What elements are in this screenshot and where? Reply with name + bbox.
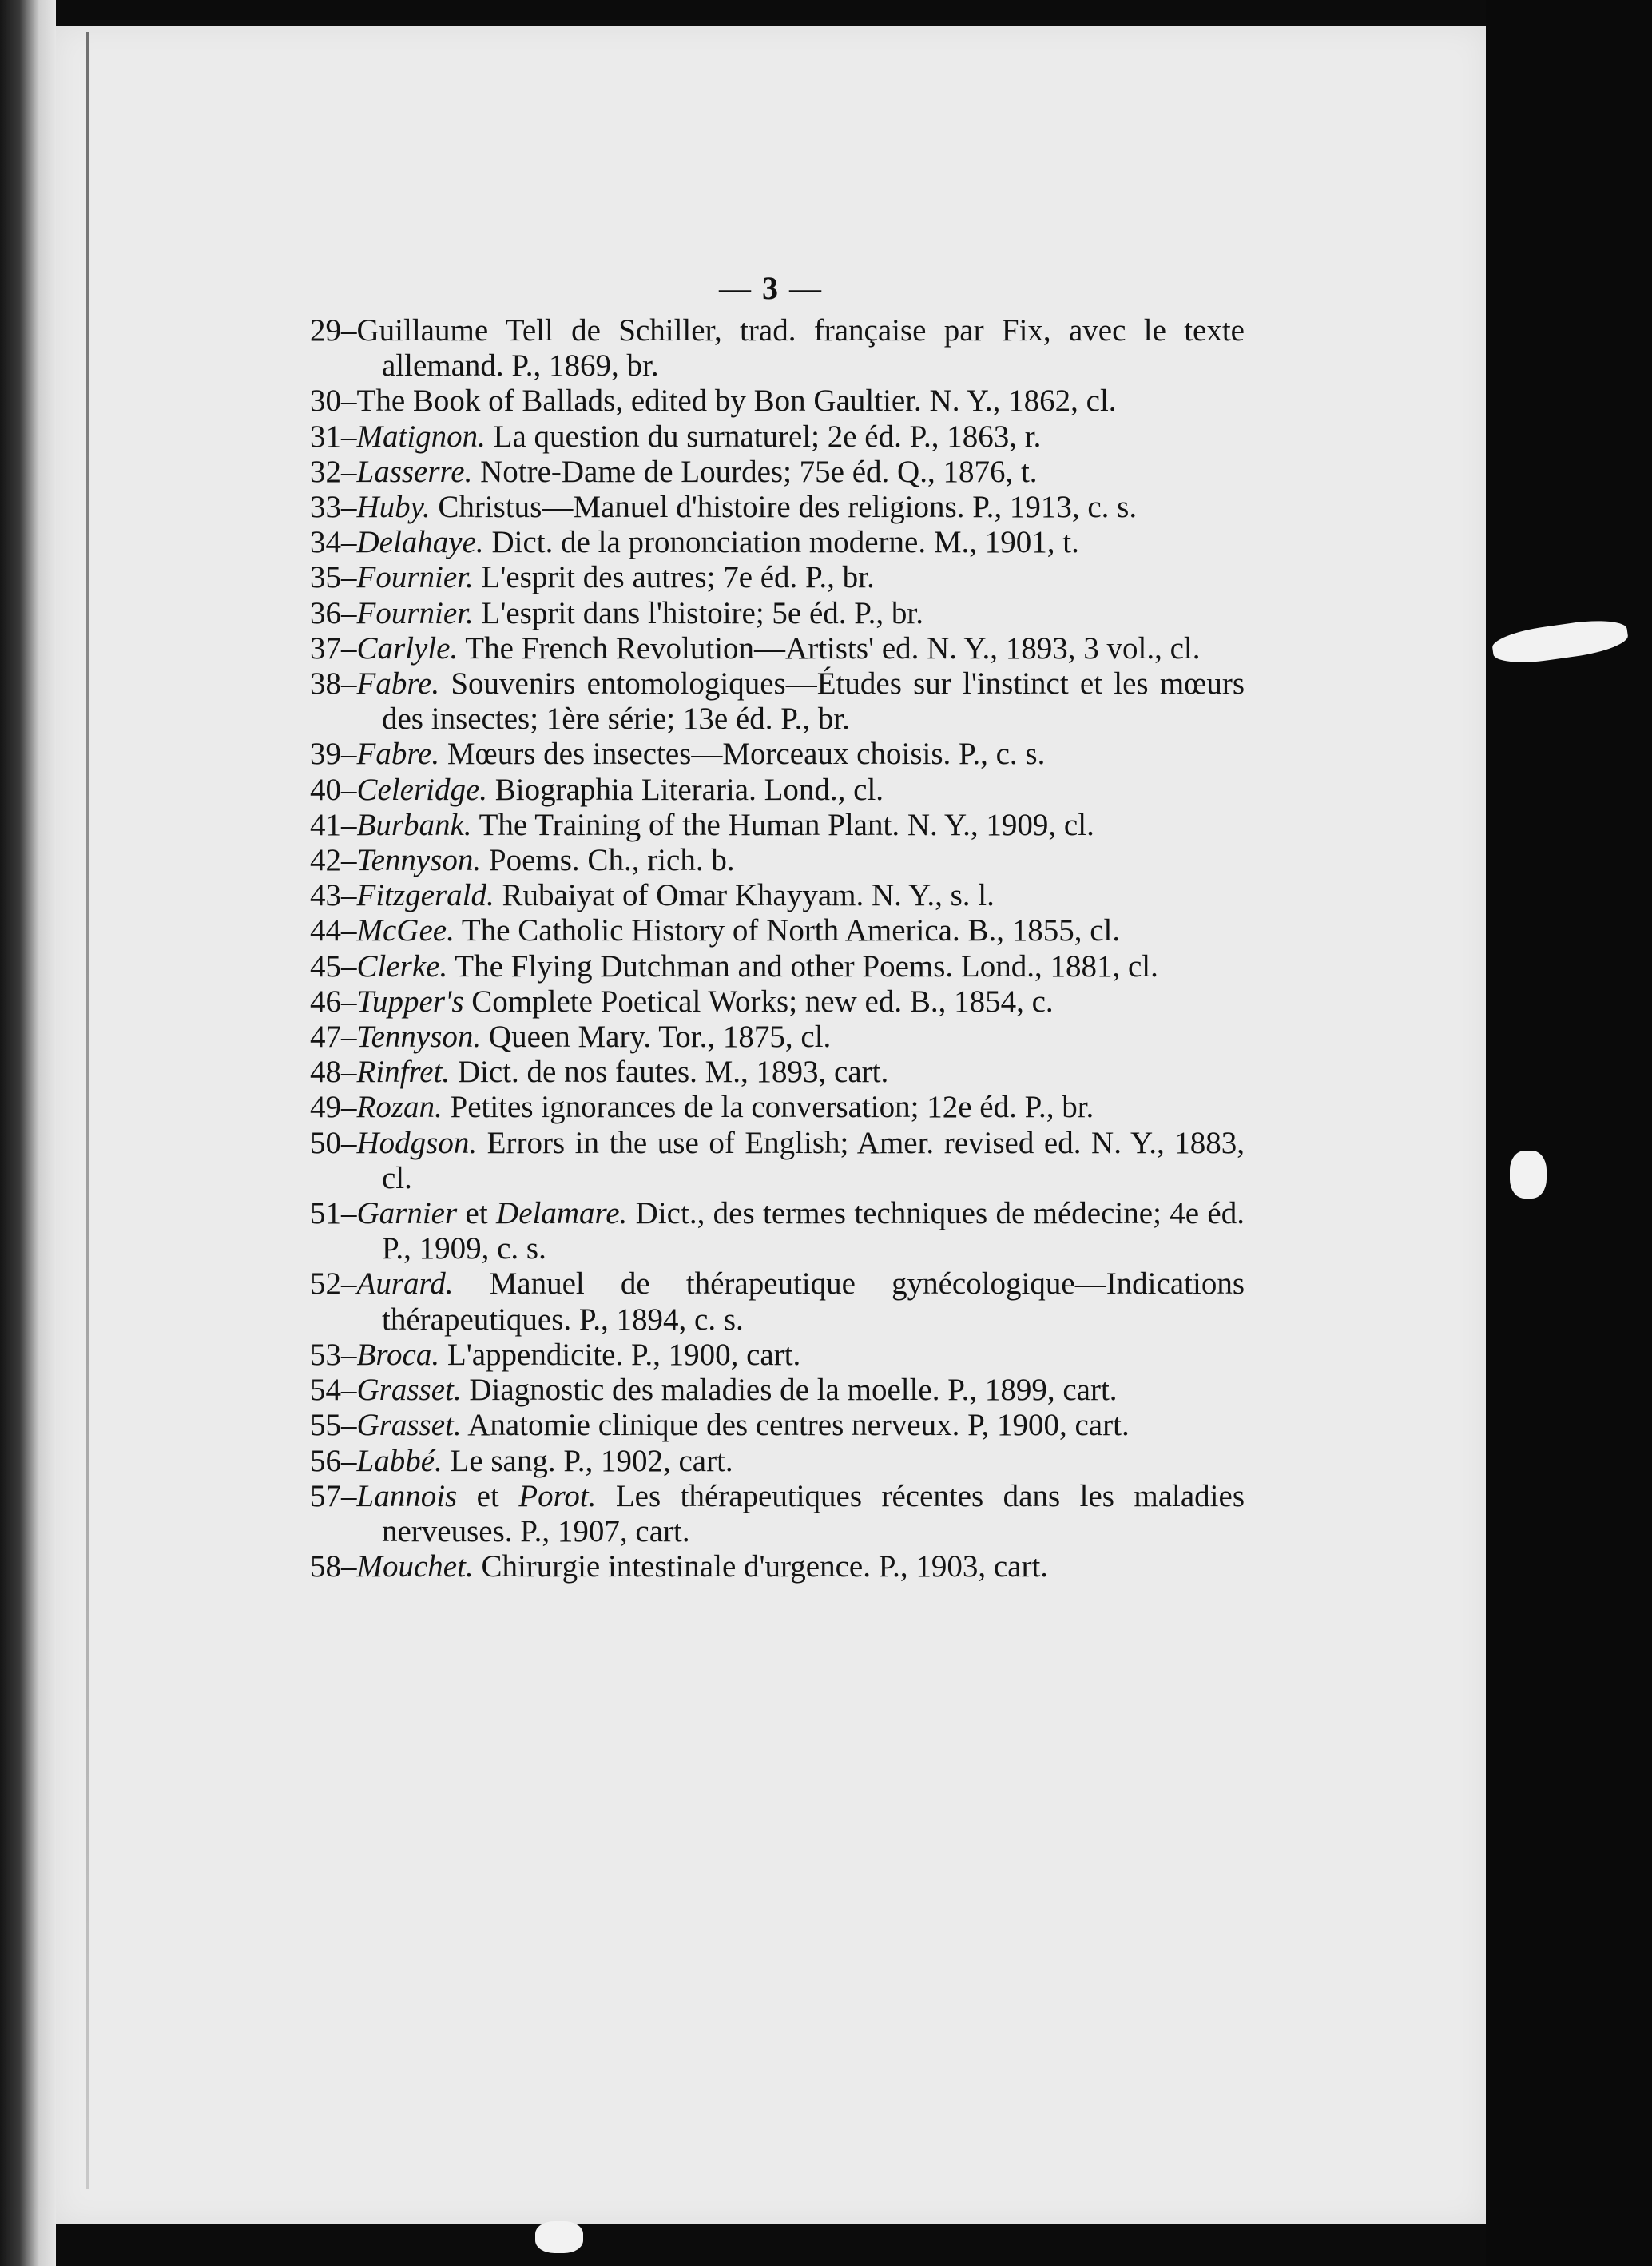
entry-description: The French Revolution—Artists' ed. N. Y., 1893, 3 vol., cl. xyxy=(458,630,1201,666)
catalog-entry xyxy=(310,490,1245,525)
entry-conjunction: et xyxy=(457,1196,497,1231)
entry-description: La question du surnaturel; 2e éd. P., 1863, r. xyxy=(485,419,1042,454)
entry-description: Poems. Ch., rich. b. xyxy=(481,843,735,878)
paper-fleck xyxy=(1510,1151,1547,1199)
entry-author: Tennyson. xyxy=(356,843,482,878)
entry-description: Petites ignorances de la conversation; 12e éd. P., br. xyxy=(442,1090,1094,1125)
entry-description: Anatomie clinique des centres nerveux. P, 1900, cart. xyxy=(461,1408,1130,1443)
entry-description: Christus—Manuel d'histoire des religions. P., 1913, c. s. xyxy=(430,490,1138,525)
paper-fleck xyxy=(535,2221,583,2253)
catalog-entry xyxy=(310,419,1245,455)
entry-description: Complete Poetical Works; new ed. B., 1854, c. xyxy=(463,984,1054,1019)
entry-number: 43– xyxy=(310,878,357,913)
entry-description: Diagnostic des maladies de la moelle. P., 1899, cart. xyxy=(461,1373,1118,1408)
entry-author: McGee. xyxy=(356,913,455,948)
entry-author: Fabre. xyxy=(356,737,440,772)
catalog-entry xyxy=(310,773,1245,808)
entry-description: The Flying Dutchman and other Poems. Lond., 1881, cl. xyxy=(447,948,1158,984)
entry-author: Lannois xyxy=(356,1478,458,1513)
catalog-entry xyxy=(310,1196,1245,1266)
catalog-entry xyxy=(310,843,1245,878)
entry-number: 32– xyxy=(310,454,357,489)
entry-number: 58– xyxy=(310,1549,357,1584)
catalog-entry xyxy=(310,913,1245,948)
entry-author: Rinfret. xyxy=(356,1055,451,1090)
entry-number: 56– xyxy=(310,1443,357,1478)
binding-shadow xyxy=(0,0,56,2266)
entry-description: L'appendicite. P., 1900, cart. xyxy=(439,1337,801,1372)
entry-number: 50– xyxy=(310,1125,357,1160)
entry-description: L'esprit des autres; 7e éd. P., br. xyxy=(473,560,875,595)
catalog-entry xyxy=(310,1408,1245,1443)
entry-author: Delahaye. xyxy=(356,525,484,560)
catalog-entry xyxy=(310,525,1245,560)
catalog-entry xyxy=(310,1055,1245,1090)
entry-number: 51– xyxy=(310,1196,357,1231)
entry-description: Notre-Dame de Lourdes; 75e éd. Q., 1876, t. xyxy=(472,454,1038,489)
catalog-entry xyxy=(310,631,1245,666)
catalog-entry xyxy=(310,1479,1245,1549)
entry-author: Broca. xyxy=(356,1337,440,1372)
entry-author: Clerke. xyxy=(356,948,448,984)
catalog-entry xyxy=(310,1373,1245,1408)
catalog-entry xyxy=(310,1549,1245,1584)
entry-author: Tupper's xyxy=(356,984,464,1019)
entry-author: Fabre. xyxy=(356,666,440,702)
entry-description: L'esprit dans l'histoire; 5e éd. P., br. xyxy=(473,595,923,630)
entry-number: 39– xyxy=(310,737,357,772)
entry-author: Burbank. xyxy=(356,807,472,842)
entry-description: Mœurs des insectes—Morceaux choisis. P., c. s. xyxy=(439,737,1046,772)
entry-description: Le sang. P., 1902, cart. xyxy=(442,1443,733,1478)
entry-number: 53– xyxy=(310,1337,357,1372)
entry-description: Chirurgie intestinale d'urgence. P., 1903, cart. xyxy=(473,1549,1049,1584)
entry-author: Fournier. xyxy=(356,595,474,630)
page-number: — 3 — xyxy=(719,270,823,306)
entry-description: The Catholic History of North America. B., 1855, cl. xyxy=(454,913,1121,948)
entry-description: Errors in the use of English; Amer. revised ed. N. Y., 1883, cl. xyxy=(382,1125,1245,1195)
catalog-entry xyxy=(310,949,1245,984)
entry-author: Aurard. xyxy=(356,1266,454,1302)
catalog-entry xyxy=(310,878,1245,913)
entry-author: Tennyson. xyxy=(356,1020,482,1055)
entry-number: 55– xyxy=(310,1408,357,1443)
entry-description: The Training of the Human Plant. N. Y., 1909, cl. xyxy=(471,807,1094,842)
entry-description: Dict. de nos fautes. M., 1893, cart. xyxy=(450,1055,889,1090)
entry-description: Rubaiyat of Omar Khayyam. N. Y., s. l. xyxy=(494,878,995,913)
entry-description: Les thérapeutiques récentes dans les maladies nerveuses. P., 1907, cart. xyxy=(382,1478,1245,1548)
entry-author: Mouchet. xyxy=(356,1549,474,1584)
entry-description: Guillaume Tell de Schiller, trad. française par Fix, avec le texte allemand. P., 1869, br. xyxy=(356,313,1245,384)
entry-number: 44– xyxy=(310,913,357,948)
entry-number: 31– xyxy=(310,419,357,454)
entry-description: Manuel de thérapeutique gynécologique—Indications thérapeutiques. P., 1894, c. s. xyxy=(382,1266,1245,1337)
entry-number: 29– xyxy=(310,313,357,348)
entry-number: 54– xyxy=(310,1373,357,1408)
entry-number: 57– xyxy=(310,1478,357,1513)
catalog-entry xyxy=(310,1266,1245,1337)
catalog-entry xyxy=(310,1338,1245,1373)
catalog-entry xyxy=(310,737,1245,772)
entry-author: Labbé. xyxy=(356,1443,443,1478)
entry-number: 30– xyxy=(310,384,357,419)
entry-author: Matignon. xyxy=(356,419,486,454)
catalog-entry xyxy=(310,455,1245,490)
entry-number: 45– xyxy=(310,948,357,984)
catalog-entry xyxy=(310,1090,1245,1125)
entry-author: Carlyle. xyxy=(356,630,459,666)
entry-author: Fournier. xyxy=(356,560,474,595)
catalog-entry xyxy=(310,1444,1245,1479)
catalog-entry xyxy=(310,984,1245,1020)
catalog-entries xyxy=(310,313,1245,1584)
entry-coauthor: Porot. xyxy=(518,1478,597,1513)
entry-description: Biographia Literaria. Lond., cl. xyxy=(487,772,884,807)
entry-description: The Book of Ballads, edited by Bon Gaultier. N. Y., 1862, cl. xyxy=(356,384,1117,419)
entry-number: 33– xyxy=(310,490,357,525)
catalog-entry xyxy=(310,666,1245,737)
entry-number: 52– xyxy=(310,1266,357,1302)
entry-number: 47– xyxy=(310,1020,357,1055)
entry-author: Rozan. xyxy=(356,1090,443,1125)
entry-number: 41– xyxy=(310,807,357,842)
entry-description: Dict. de la prononciation moderne. M., 1901, t. xyxy=(483,525,1079,560)
catalog-entry xyxy=(310,384,1245,419)
catalog-entry xyxy=(310,1126,1245,1196)
entry-author: Celeridge. xyxy=(356,772,488,807)
entry-number: 36– xyxy=(310,595,357,630)
entry-author: Lasserre. xyxy=(356,454,473,489)
entry-description: Dict., des termes techniques de médecine; 4e éd. P., 1909, c. s. xyxy=(382,1196,1245,1266)
entry-number: 38– xyxy=(310,666,357,702)
catalog-entry xyxy=(310,808,1245,843)
catalog-entry xyxy=(310,596,1245,631)
entry-number: 35– xyxy=(310,560,357,595)
scan-background-edge xyxy=(1486,0,1652,2266)
entry-description: Souvenirs entomologiques—Études sur l'instinct et les mœurs des insectes; 1ère série; 13e éd. P., br. xyxy=(382,666,1245,737)
catalog-entry xyxy=(310,313,1245,384)
entry-description: Queen Mary. Tor., 1875, cl. xyxy=(481,1020,832,1055)
entry-author: Garnier xyxy=(356,1196,458,1231)
entry-coauthor: Delamare. xyxy=(496,1196,628,1231)
entry-number: 46– xyxy=(310,984,357,1019)
entry-number: 49– xyxy=(310,1090,357,1125)
entry-author: Hodgson. xyxy=(356,1125,478,1160)
entry-number: 37– xyxy=(310,630,357,666)
entry-number: 40– xyxy=(310,772,357,807)
entry-author: Grasset. xyxy=(356,1408,462,1443)
entry-number: 48– xyxy=(310,1055,357,1090)
page-crease xyxy=(86,32,89,2189)
entry-number: 34– xyxy=(310,525,357,560)
entry-author: Grasset. xyxy=(356,1373,462,1408)
entry-number: 42– xyxy=(310,843,357,878)
entry-author: Fitzgerald. xyxy=(356,878,494,913)
entry-author: Huby. xyxy=(356,490,431,525)
catalog-entry xyxy=(310,560,1245,595)
entry-conjunction: et xyxy=(457,1478,519,1513)
catalog-entry xyxy=(310,1020,1245,1055)
